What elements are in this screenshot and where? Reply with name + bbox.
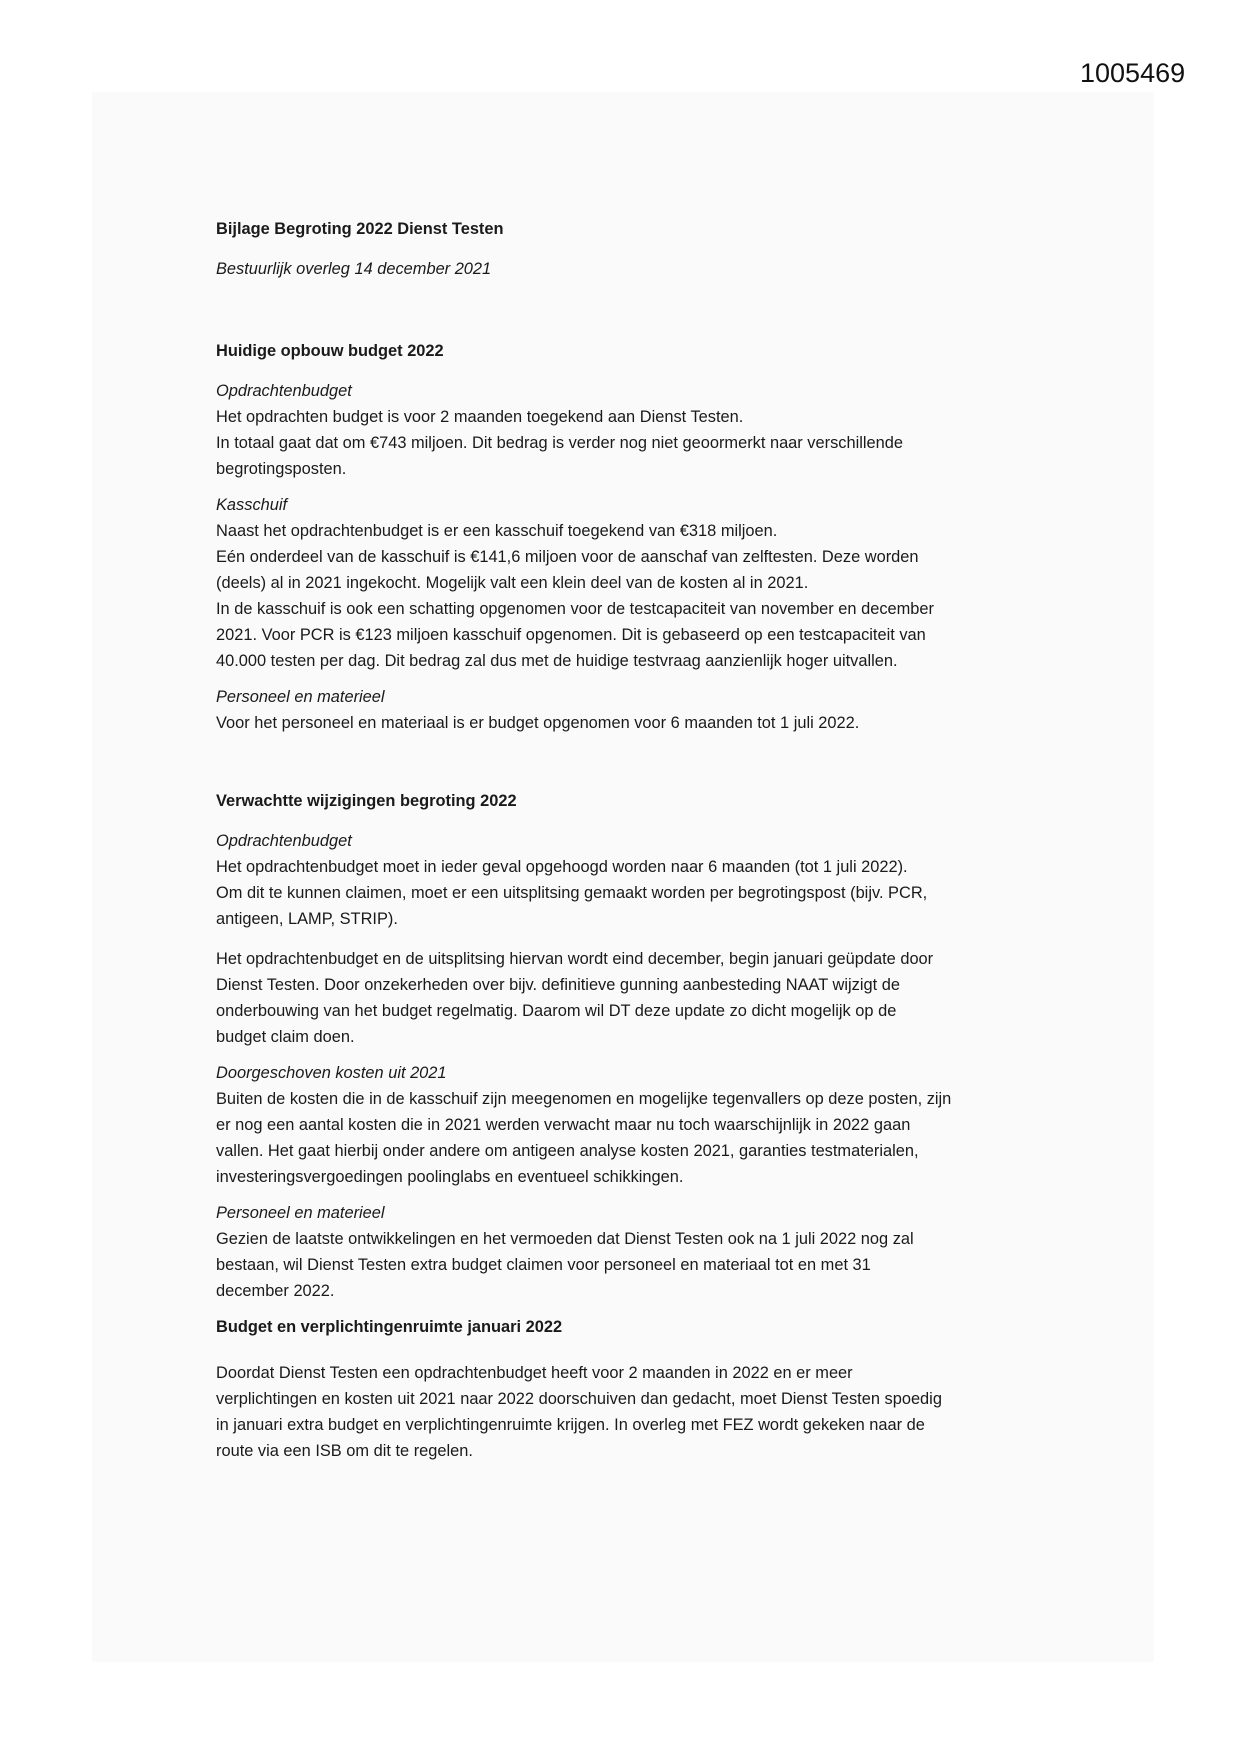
subsection-personeel (216, 1200, 1036, 1304)
subsection-heading: Kasschuif (216, 496, 288, 514)
document-id: 1005469 (1080, 58, 1186, 88)
subsection-personeel (216, 684, 1036, 736)
document-body (216, 216, 1036, 1474)
text-line: 2021. Voor PCR is €123 miljoen kasschuif opgenomen. Dit is gebaseerd op een testcapaciteit van (216, 626, 926, 644)
text-line: Buiten de kosten die in de kasschuif zijn meegenomen en mogelijke tegenvallers op deze posten, zijn (216, 1090, 952, 1108)
subsection-heading: Personeel en materieel (216, 688, 385, 706)
text-line: in januari extra budget en verplichtingenruimte krijgen. In overleg met FEZ wordt gekeken naar de (216, 1416, 925, 1434)
text-line: Eén onderdeel van de kasschuif is €141,6 miljoen voor de aanschaf van zelftesten. Deze worden (216, 548, 919, 566)
text-line: 40.000 testen per dag. Dit bedrag zal dus met de huidige testvraag aanzienlijk hoger uitvallen. (216, 652, 898, 670)
text-line: investeringsvergoedingen poolinglabs en eventueel schikkingen. (216, 1168, 684, 1186)
text-line: verplichtingen en kosten uit 2021 naar 2022 doorschuiven dan gedacht, moet Dienst Testen spoedig (216, 1390, 942, 1408)
subsection-doorgeschoven-kosten (216, 1060, 1036, 1190)
text-line: Dienst Testen. Door onzekerheden over bijv. definitieve gunning aanbesteding NAAT wijzigt de (216, 976, 900, 994)
text-line: Gezien de laatste ontwikkelingen en het vermoeden dat Dienst Testen ook na 1 juli 2022 nog zal (216, 1230, 914, 1248)
subsection-opdrachtenbudget (216, 828, 1036, 932)
text-line: Het opdrachtenbudget en de uitsplitsing hiervan wordt eind december, begin januari geüpdate door (216, 950, 934, 968)
text-line: bestaan, wil Dienst Testen extra budget claimen voor personeel en materiaal tot en met 31 (216, 1256, 871, 1274)
text-line: december 2022. (216, 1282, 335, 1300)
section-heading: Budget en verplichtingenruimte januari 2022 (216, 1318, 563, 1336)
text-line: Om dit te kunnen claimen, moet er een uitsplitsing gemaakt worden per begrotingspost (bijv. PCR, (216, 884, 928, 902)
section-heading: Huidige opbouw budget 2022 (216, 342, 444, 360)
text-line: (deels) al in 2021 ingekocht. Mogelijk valt een klein deel van de kosten al in 2021. (216, 574, 809, 592)
text-line: Naast het opdrachtenbudget is er een kasschuif toegekend van €318 miljoen. (216, 522, 778, 540)
subsection-heading: Doorgeschoven kosten uit 2021 (216, 1064, 447, 1082)
paragraph-budget-january (216, 1360, 1036, 1464)
text-line: begrotingsposten. (216, 460, 347, 478)
text-line: antigeen, LAMP, STRIP). (216, 910, 398, 928)
subsection-heading: Opdrachtenbudget (216, 832, 352, 850)
subsection-heading: Opdrachtenbudget (216, 382, 352, 400)
text-line: Het opdrachtenbudget moet in ieder geval opgehoogd worden naar 6 maanden (tot 1 juli 2022). (216, 858, 908, 876)
text-line: onderbouwing van het budget regelmatig. Daarom wil DT deze update zo dicht mogelijk op de (216, 1002, 897, 1020)
subsection-opdrachtenbudget (216, 378, 1036, 482)
text-line: budget claim doen. (216, 1028, 355, 1046)
text-line: vallen. Het gaat hierbij onder andere om antigeen analyse kosten 2021, garanties testmaterialen, (216, 1142, 919, 1160)
subsection-heading: Personeel en materieel (216, 1204, 385, 1222)
text-line: Doordat Dienst Testen een opdrachtenbudget heeft voor 2 maanden in 2022 en er meer (216, 1364, 853, 1382)
document-subtitle: Bestuurlijk overleg 14 december 2021 (216, 260, 492, 278)
text-line: Het opdrachten budget is voor 2 maanden toegekend aan Dienst Testen. (216, 408, 744, 426)
text-line: Voor het personeel en materiaal is er budget opgenomen voor 6 maanden tot 1 juli 2022. (216, 714, 860, 732)
text-line: route via een ISB om dit te regelen. (216, 1442, 473, 1460)
text-line: In totaal gaat dat om €743 miljoen. Dit bedrag is verder nog niet geoormerkt naar verschillende (216, 434, 903, 452)
paragraph-update (216, 946, 1036, 1050)
section-budget-january (216, 1314, 1036, 1464)
document-title: Bijlage Begroting 2022 Dienst Testen (216, 220, 504, 238)
section-expected-changes (216, 788, 1036, 1304)
section-current-budget (216, 338, 1036, 736)
subsection-kasschuif (216, 492, 1036, 674)
section-heading: Verwachtte wijzigingen begroting 2022 (216, 792, 517, 810)
text-line: In de kasschuif is ook een schatting opgenomen voor de testcapaciteit van november en december (216, 600, 934, 618)
text-line: er nog een aantal kosten die in 2021 werden verwacht maar nu toch waarschijnlijk in 2022 gaan (216, 1116, 911, 1134)
